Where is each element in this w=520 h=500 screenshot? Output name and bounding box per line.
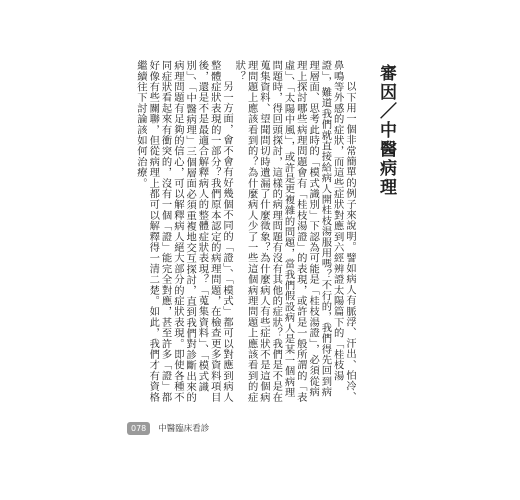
paragraph-1: 以下用一個非常簡單的例子來說明。譬如病人有脈浮、汗出、怕冷、鼻鳴等外感的症狀，而這些症狀對應到六經辨證太陽篇下的「桂枝湯證」，難道我們就直接給病人開桂枝湯服用嗎？不行的，我們得先回到病理層面、思考此時的「模式識別」下認為可能是「桂枝湯證」，必須從病理上探討哪些病理問題會有「桂枝湯證」的表現，或許是一般所謂的「表虛」、「太陽中風」，或許是更複雜的問題，當我們假設病人是某一個病理問題時，得回頭探討，這樣的病理問題有沒有其他的症狀？我們是不是在蒐集資料、望聞問切時遺漏了什麼徵象？為什麼病人有些症狀不是這個病理問題上應該看到的？為什麼病人少了一些這個病理問題上應該看到的症狀？ — [233, 60, 356, 403]
page-number: 078 — [127, 422, 150, 435]
paragraph-2: 另一方面，會不會有好幾個不同的「證」、「模式」都可以對應到病人整體症狀表現的一部分？我們原本認定的病理問題，在檢查更多資料項目後，還是不是最適合解釋病人的整體症狀表現？「蒐集資料」、「模式識別」、「中醫病理」三個層面必須重複地交互探討，直到我們對診斷出來的病理問題有足夠的信心，可以解釋病人絕大部分的症狀表現。即使各種不同症狀看起來有衝突的，沒有一個「證」能完全對應，甚至許多「證」都好像有些關聯，但從病理上都可以解釋得一清二楚。如此，我們才有資格繼續往下討論該如何治療。 — [134, 60, 234, 403]
running-title: 中醫臨床看診 — [158, 424, 210, 434]
section-heading: 審因／中醫病理 — [376, 64, 396, 197]
page-footer — [127, 420, 209, 436]
body-text — [120, 60, 356, 405]
